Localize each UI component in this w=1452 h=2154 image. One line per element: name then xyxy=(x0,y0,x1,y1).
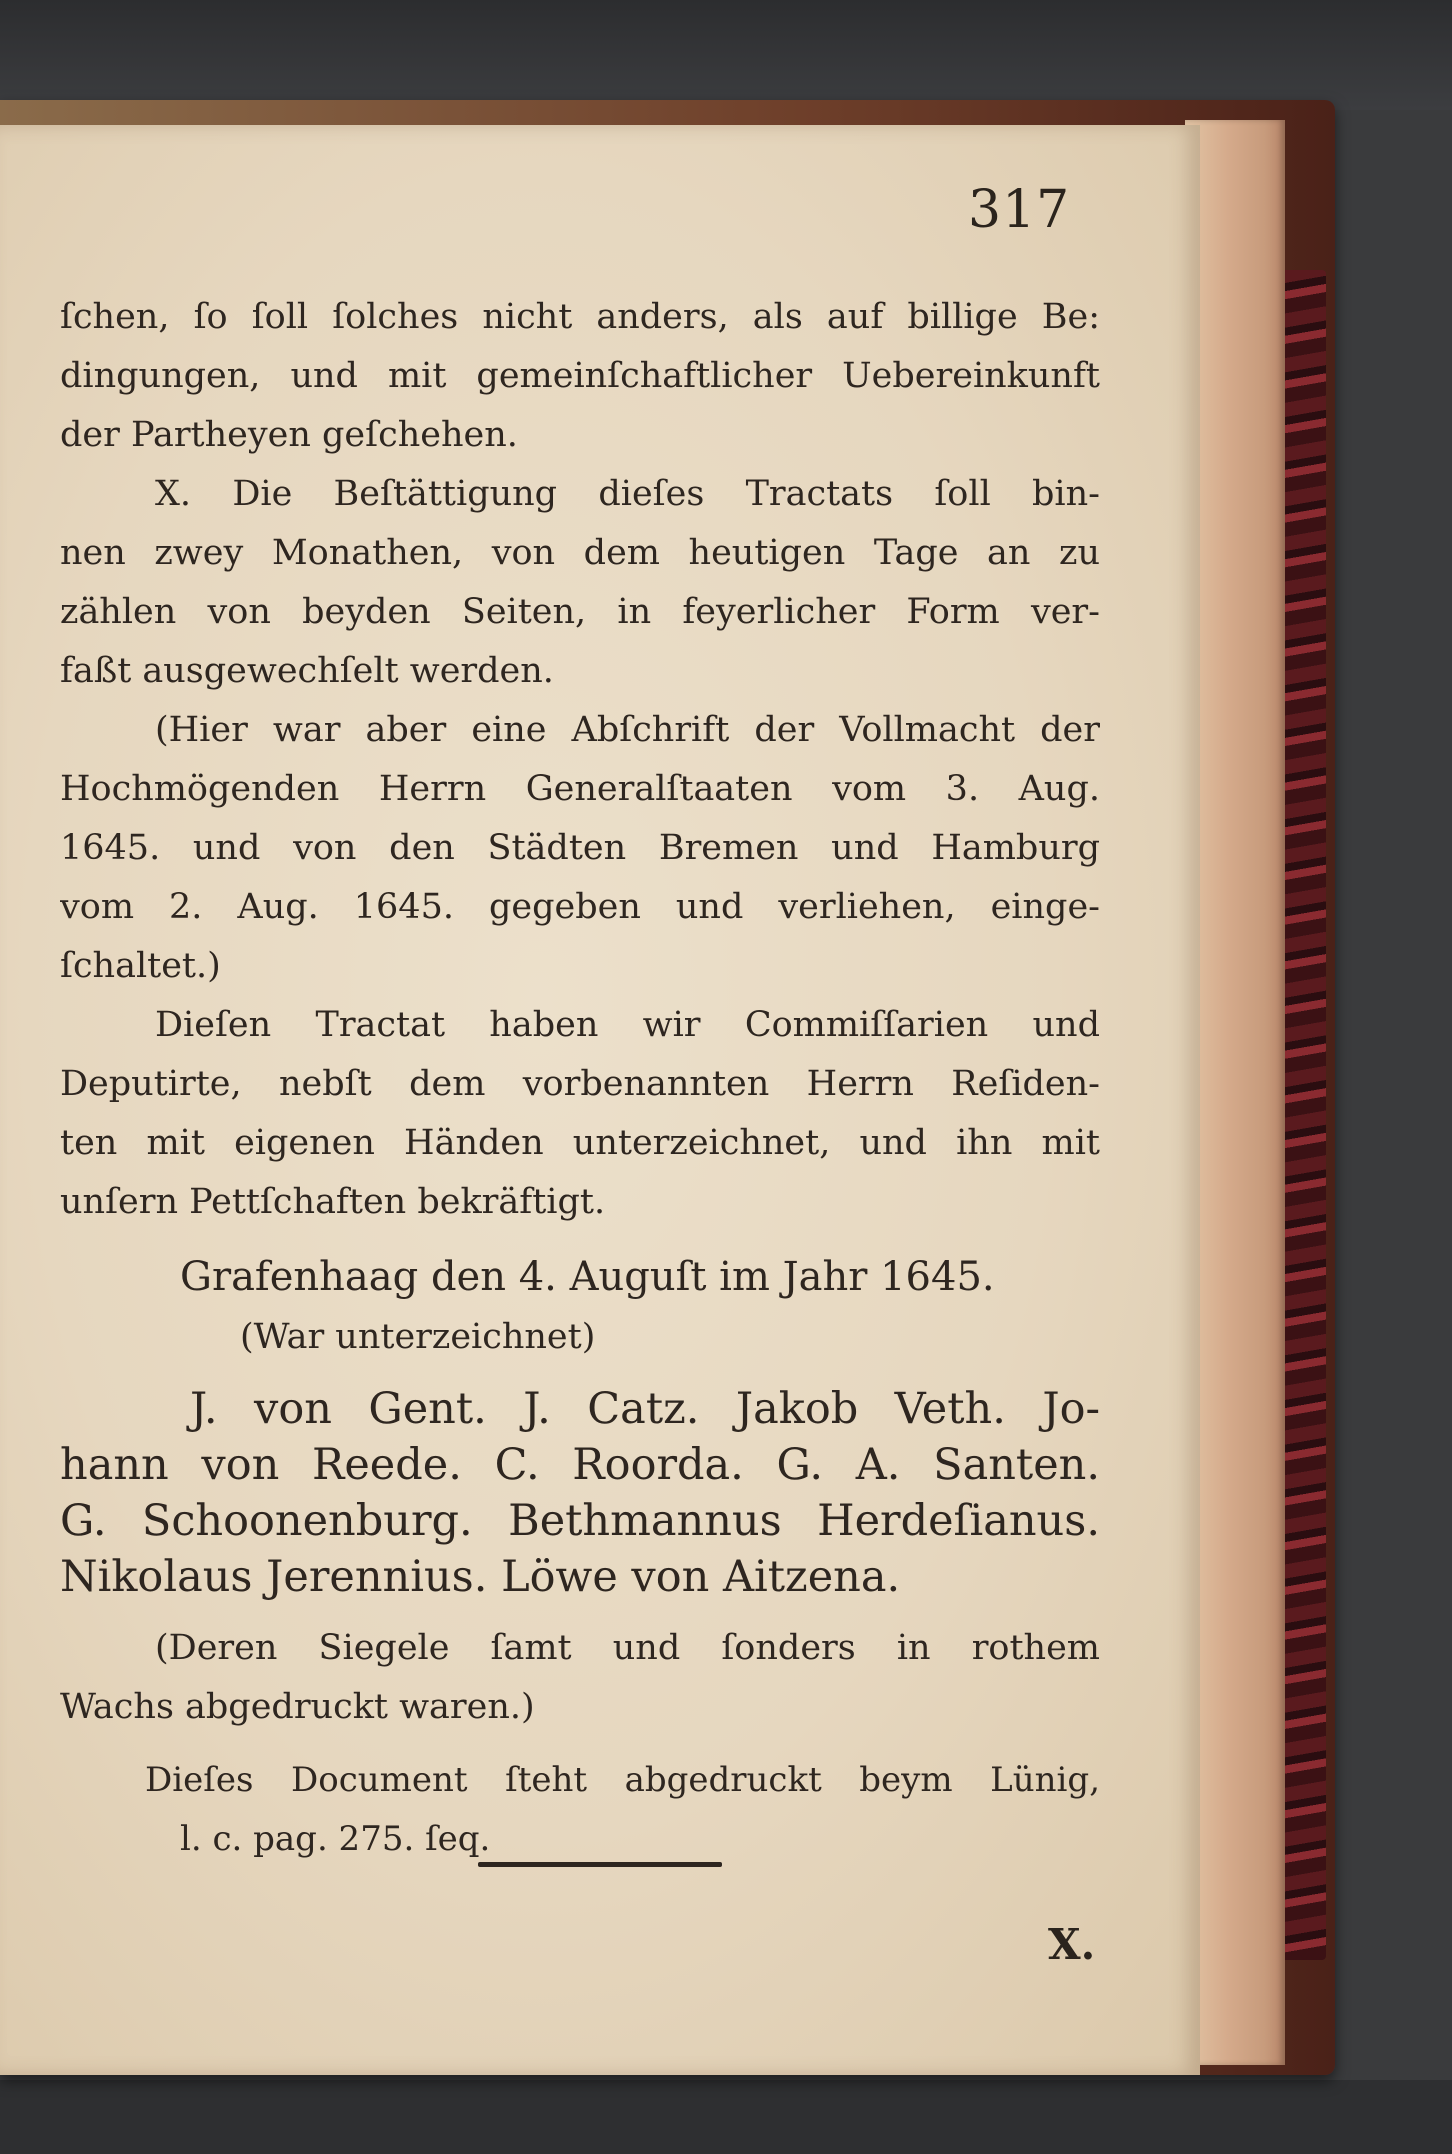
background-bottom xyxy=(0,2080,1452,2154)
section-divider xyxy=(478,1862,722,1867)
text-line: Dieſen Tractat haben wir Commiſſarien und xyxy=(155,1005,1100,1045)
text-line: vom 2. Aug. 1645. gegeben und verliehen, einge- xyxy=(60,887,1100,927)
text-line: faßt ausgewechſelt werden. xyxy=(60,651,554,691)
seals-note-line: Wachs abgedruckt waren.) xyxy=(60,1687,535,1727)
page-number: 317 xyxy=(968,180,1071,240)
background-top xyxy=(0,0,1452,110)
text-line: nen zwey Monathen, von dem heutigen Tage an zu xyxy=(60,533,1100,573)
text-line: ten mit eigenen Händen unterzeichnet, und ihn mit xyxy=(60,1123,1100,1163)
signature-line: G. Schoonenburg. Bethmannus Herdeſianus. xyxy=(60,1496,1100,1546)
signature-line: Nikolaus Jerennius. Löwe von Aitzena. xyxy=(60,1552,901,1602)
text-line: Deputirte, nebſt dem vorbenannten Herrn Reſiden- xyxy=(60,1064,1100,1104)
text-line: (Hier war aber eine Abſchrift der Vollmacht der xyxy=(155,710,1100,750)
signature-line: hann von Reede. C. Roorda. G. A. Santen. xyxy=(60,1440,1100,1490)
signature-line: J. von Gent. J. Catz. Jakob Veth. Jo- xyxy=(190,1384,1100,1434)
date-line: Grafenhaag den 4. Auguſt im Jahr 1645. xyxy=(180,1254,995,1300)
text-line: unſern Pettſchaften bekräftigt. xyxy=(60,1182,606,1222)
page-body xyxy=(60,288,1100,1869)
signed-note: (War unterzeichnet) xyxy=(240,1317,596,1357)
page-stack-edge xyxy=(1185,120,1285,2065)
marbled-page-edge xyxy=(1278,270,1326,1960)
text-line: ſchaltet.) xyxy=(60,946,221,986)
text-line: zählen von beyden Seiten, in feyerlicher Form ver- xyxy=(60,592,1100,632)
text-line: X. Die Beſtättigung dieſes Tractats ſoll bin- xyxy=(155,474,1100,514)
text-line: Hochmögenden Herrn Generalſtaaten vom 3. Aug. xyxy=(60,769,1100,809)
text-line: der Partheyen geſchehen. xyxy=(60,415,518,455)
footnote-line: l. c. pag. 275. ſeq. xyxy=(180,1819,491,1859)
footnote-line: Dieſes Document ſteht abgedruckt beym Lünig, xyxy=(145,1760,1100,1800)
text-line: dingungen, und mit gemeinſchaftlicher Uebereinkunft xyxy=(60,356,1100,396)
text-line: ſchen, ſo ſoll ſolches nicht anders, als auf billige Be: xyxy=(60,297,1100,337)
seals-note-line: (Deren Siegele ſamt und ſonders in rothem xyxy=(155,1628,1100,1668)
text-line: 1645. und von den Städten Bremen und Hamburg xyxy=(60,828,1100,868)
catchword: X. xyxy=(1048,1920,1096,1969)
